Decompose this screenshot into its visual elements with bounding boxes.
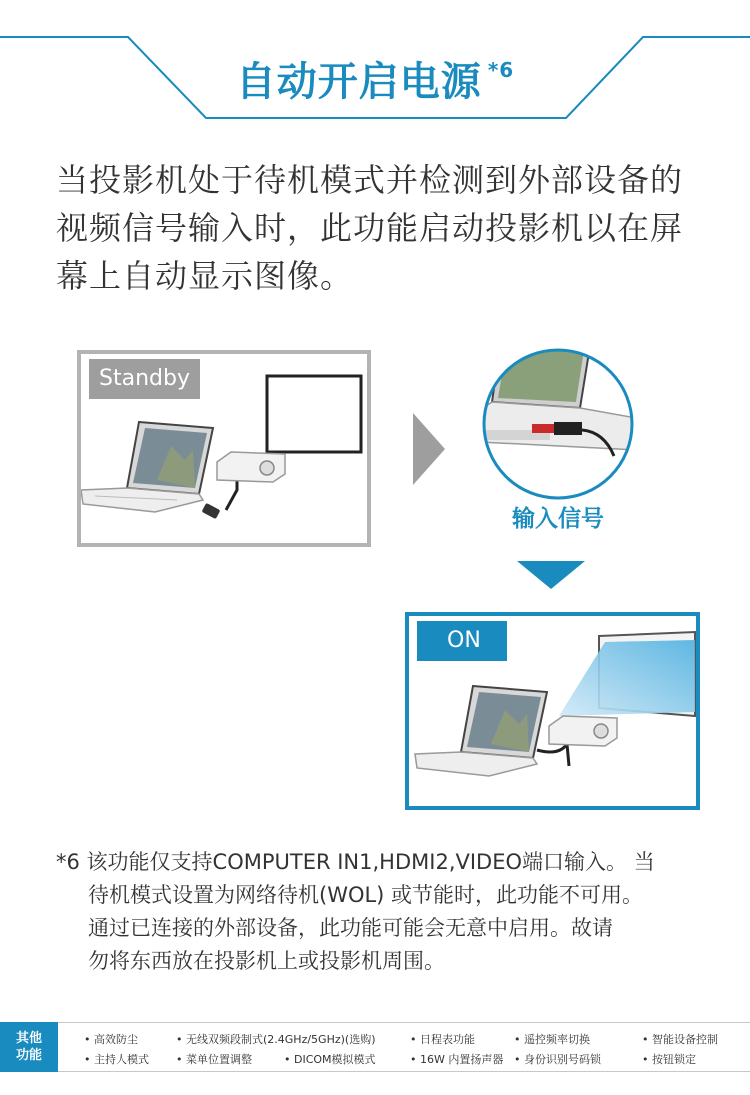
footnote-line: *6 该功能仅支持COMPUTER IN1,HDMI2,VIDEO端口输入。 当: [56, 850, 655, 874]
footnote-line: 待机模式设置为网络待机(WOL) 或节能时，此功能不可用。: [88, 883, 644, 907]
feature-item: • 智能设备控制: [642, 1033, 718, 1046]
feature-item: • 高效防尘: [84, 1033, 138, 1046]
intro-paragraph: [56, 156, 716, 300]
feature-item: • 身份识别号码锁: [514, 1053, 601, 1066]
standby-tag: Standby: [89, 359, 200, 399]
other-features-bar: [0, 1022, 750, 1072]
arrow-right-icon: [413, 413, 445, 485]
footnote-line: 通过已连接的外部设备，此功能可能会无意中启用。故请: [88, 916, 613, 940]
on-panel: [405, 612, 700, 810]
other-features-label: [0, 1022, 58, 1072]
footnote: [56, 846, 736, 978]
title-footnote-mark: *6: [487, 58, 515, 82]
standby-panel: [77, 350, 371, 547]
other-features-list: [58, 1022, 750, 1072]
feature-item: • 遥控频率切换: [514, 1033, 590, 1046]
feature-item: • DICOM模拟模式: [284, 1053, 376, 1066]
arrow-down-icon: [517, 561, 585, 589]
feature-item: • 无线双频段制式(2.4GHz/5GHz)(选购): [176, 1033, 376, 1046]
other-features-label-line: 功能: [15, 1048, 42, 1063]
feature-item: • 按钮锁定: [642, 1053, 696, 1066]
feature-item: • 主持人模式: [84, 1053, 149, 1066]
other-features-label-line: 其他: [15, 1031, 42, 1046]
feature-item: • 16W 内置扬声器: [410, 1053, 504, 1066]
footnote-line: 勿将东西放在投影机上或投影机周围。: [88, 949, 445, 973]
signal-input-label: 输入信号: [512, 506, 604, 532]
intro-line: 当投影机处于待机模式并检测到外部设备的: [56, 161, 684, 199]
intro-line: 视频信号输入时，此功能启动投影机以在屏: [56, 209, 684, 247]
on-tag: ON: [417, 621, 507, 661]
feature-item: • 日程表功能: [410, 1033, 475, 1046]
title-text: 自动开启电源: [235, 59, 482, 105]
intro-line: 幕上自动显示图像。: [56, 257, 354, 295]
feature-item: • 菜单位置调整: [176, 1053, 252, 1066]
signal-input-closeup: [480, 346, 636, 502]
page-title: [0, 50, 750, 107]
